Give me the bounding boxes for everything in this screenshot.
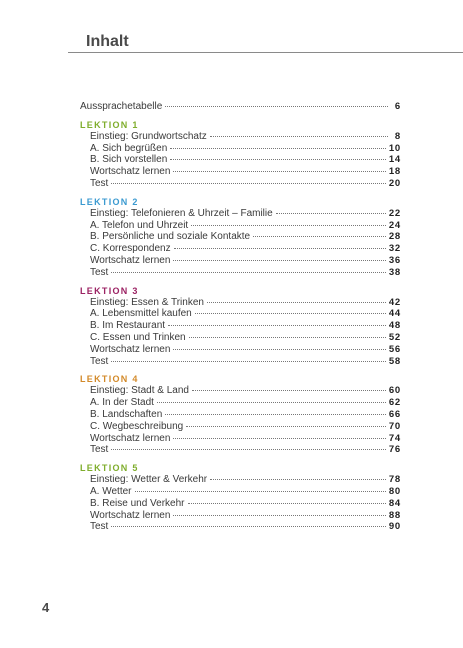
toc-entry-page: 52 <box>388 331 401 343</box>
toc-entry-page: 74 <box>388 432 401 444</box>
dot-leader <box>111 272 385 273</box>
sections-container <box>80 119 401 533</box>
toc-entry-label: Aussprachetabelle <box>80 101 163 112</box>
dot-leader <box>192 390 386 391</box>
toc-entry[interactable] <box>80 498 401 510</box>
toc-entry-page: 78 <box>388 474 401 486</box>
toc-entry-label: A. Sich begrüßen <box>90 142 168 154</box>
toc-entry-page: 48 <box>388 320 401 332</box>
toc-entry[interactable] <box>80 178 401 190</box>
toc-entry[interactable] <box>80 433 401 445</box>
toc-entry-page: 44 <box>388 308 401 320</box>
toc-entry-label: A. Lebensmittel kaufen <box>90 308 192 320</box>
dot-leader <box>210 136 388 137</box>
toc-entry[interactable] <box>80 231 401 243</box>
toc-entry-page: 20 <box>388 177 401 189</box>
section-heading: LEKTION 5 <box>80 463 139 474</box>
page-number: 4 <box>42 600 50 615</box>
dot-leader <box>173 260 385 261</box>
toc-entry-label: B. Persönliche und soziale Kontakte <box>90 231 251 243</box>
toc-entry-label: Test <box>90 521 109 533</box>
toc-entry-page: 58 <box>388 355 401 367</box>
toc-entry-label: C. Korrespondenz <box>90 243 171 255</box>
dot-leader <box>253 236 386 237</box>
toc-entry-label: Einstieg: Essen & Trinken <box>90 296 204 308</box>
toc-entry-label: Test <box>90 444 109 456</box>
toc-entry[interactable] <box>80 444 401 456</box>
toc-entry-page: 10 <box>388 142 401 154</box>
dot-leader <box>173 515 385 516</box>
toc-entry-page: 24 <box>388 219 401 231</box>
toc-entry[interactable] <box>80 297 401 309</box>
toc-entry-label: B. Reise und Verkehr <box>90 497 185 509</box>
toc-entry[interactable] <box>80 308 401 320</box>
toc-entry[interactable] <box>80 255 401 267</box>
toc-entry-page: 32 <box>388 243 401 255</box>
toc-entry-page: 56 <box>388 343 401 355</box>
section-heading: LEKTION 2 <box>80 196 139 207</box>
dot-leader <box>165 414 386 415</box>
dot-leader <box>189 337 386 338</box>
toc-entry-label: Wortschatz lernen <box>90 432 171 444</box>
toc-entry-label: Einstieg: Stadt & Land <box>90 385 189 397</box>
toc-entry[interactable] <box>80 510 401 522</box>
toc-section-5 <box>80 462 401 533</box>
toc-entry[interactable] <box>80 243 401 255</box>
toc-section-3 <box>80 285 401 368</box>
toc-entry-label: B. Sich vorstellen <box>90 154 168 166</box>
dot-leader <box>276 213 386 214</box>
toc-entry[interactable] <box>80 421 401 433</box>
toc-entry-label: C. Wegbeschreibung <box>90 420 184 432</box>
toc-entry-label: Wortschatz lernen <box>90 166 171 178</box>
toc-entry-label: Einstieg: Wetter & Verkehr <box>90 474 208 486</box>
toc-entry-label: Test <box>90 266 109 278</box>
toc-entry-page: 42 <box>388 296 401 308</box>
toc-entry-label: B. Landschaften <box>90 408 163 420</box>
toc-entry[interactable] <box>80 143 401 155</box>
dot-leader <box>111 449 385 450</box>
toc-entry-label: Test <box>90 177 109 189</box>
toc-entry-page: 8 <box>394 130 401 142</box>
toc-entry-page: 22 <box>388 207 401 219</box>
toc-entry-label: Test <box>90 355 109 367</box>
toc-entry[interactable] <box>80 154 401 166</box>
toc-entry-page: 14 <box>388 154 401 166</box>
dot-leader <box>111 361 385 362</box>
toc-entry-label: Wortschatz lernen <box>90 509 171 521</box>
toc-entry-page: 70 <box>388 420 401 432</box>
toc-entry[interactable] <box>80 267 401 279</box>
dot-leader <box>111 183 385 184</box>
dot-leader <box>173 349 385 350</box>
toc-entry[interactable] <box>80 332 401 344</box>
page-title: Inhalt <box>86 33 129 50</box>
dot-leader <box>195 313 386 314</box>
toc-entry-page: 28 <box>388 231 401 243</box>
toc-entry-label: A. Telefon und Uhrzeit <box>90 219 189 231</box>
toc-entry[interactable] <box>80 344 401 356</box>
toc-entry-page: 6 <box>394 101 401 112</box>
header-divider <box>68 52 463 53</box>
toc-entry-label: Wortschatz lernen <box>90 343 171 355</box>
toc-entry-page: 80 <box>388 485 401 497</box>
dot-leader <box>173 171 385 172</box>
toc-entry-page: 60 <box>388 385 401 397</box>
dot-leader <box>191 225 386 226</box>
toc-entry-page: 36 <box>388 254 401 266</box>
toc-entry[interactable] <box>80 208 401 220</box>
dot-leader <box>186 426 386 427</box>
toc-section-2 <box>80 196 401 279</box>
toc-entry[interactable] <box>80 385 401 397</box>
dot-leader <box>207 302 386 303</box>
toc-entry[interactable] <box>80 356 401 368</box>
toc-entry-label: A. In der Stadt <box>90 397 154 409</box>
toc-entry-page: 84 <box>388 497 401 509</box>
toc-entry[interactable] <box>80 320 401 332</box>
toc-section-4 <box>80 373 401 456</box>
toc-entry-label: Einstieg: Telefonieren & Uhrzeit – Familie <box>90 207 273 219</box>
toc-entry[interactable] <box>80 474 401 486</box>
toc-entry-aussprachetabelle[interactable] <box>80 101 401 113</box>
toc-entry[interactable] <box>80 166 401 178</box>
toc-entry-label: A. Wetter <box>90 485 132 497</box>
dot-leader <box>174 248 386 249</box>
dot-leader <box>210 479 386 480</box>
toc-entry-label: Einstieg: Grundwortschatz <box>90 130 207 142</box>
toc-entry-page: 62 <box>388 397 401 409</box>
toc-entry[interactable] <box>80 397 401 409</box>
dot-leader <box>111 526 385 527</box>
table-of-contents <box>80 101 401 533</box>
dot-leader <box>168 325 386 326</box>
toc-entry-page: 90 <box>388 521 401 533</box>
toc-entry-label: B. Im Restaurant <box>90 320 166 332</box>
toc-entry[interactable] <box>80 486 401 498</box>
toc-entry[interactable] <box>80 220 401 232</box>
section-heading: LEKTION 4 <box>80 374 139 385</box>
toc-entry[interactable] <box>80 131 401 143</box>
dot-leader <box>157 402 386 403</box>
section-heading: LEKTION 1 <box>80 119 139 130</box>
toc-entry[interactable] <box>80 409 401 421</box>
dot-leader <box>135 491 386 492</box>
toc-entry-page: 76 <box>388 444 401 456</box>
dot-leader <box>170 148 386 149</box>
toc-entry-label: Wortschatz lernen <box>90 254 171 266</box>
section-heading: LEKTION 3 <box>80 285 139 296</box>
dot-leader <box>188 503 386 504</box>
dot-leader <box>170 159 386 160</box>
toc-entry-label: C. Essen und Trinken <box>90 331 186 343</box>
toc-entry-page: 66 <box>388 408 401 420</box>
toc-entry-page: 18 <box>388 166 401 178</box>
dot-leader <box>165 106 388 107</box>
dot-leader <box>173 438 385 439</box>
toc-entry-page: 88 <box>388 509 401 521</box>
toc-entry[interactable] <box>80 521 401 533</box>
toc-entry-page: 38 <box>388 266 401 278</box>
toc-section-1 <box>80 119 401 190</box>
